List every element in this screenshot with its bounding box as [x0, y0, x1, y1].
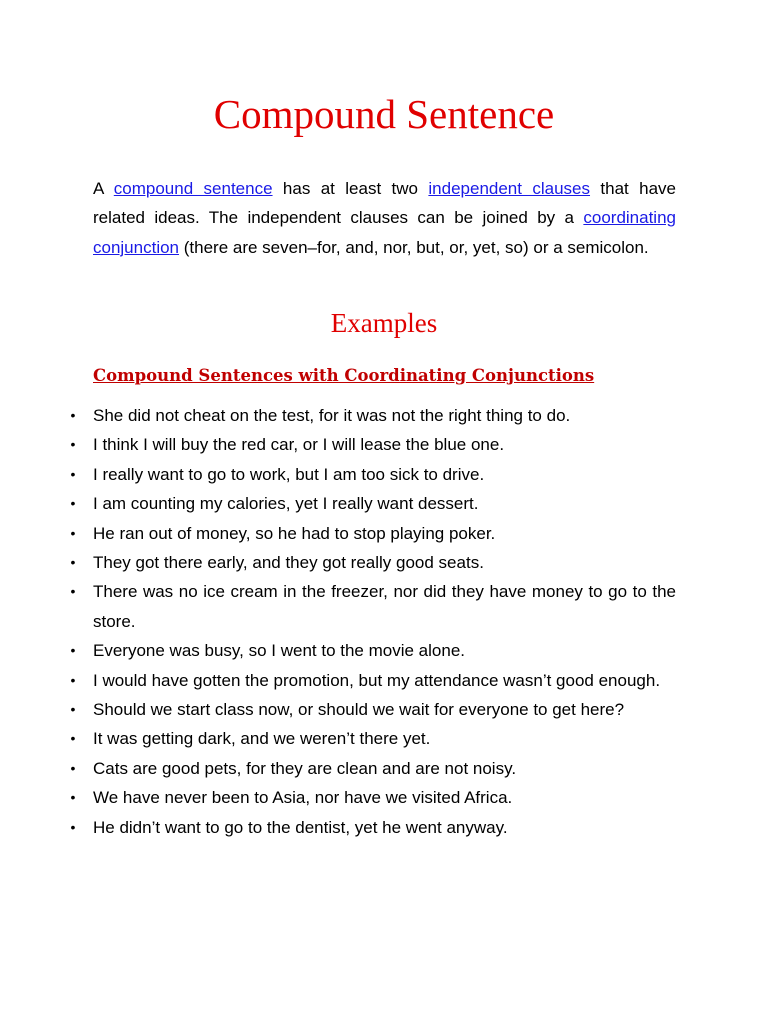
list-item	[70, 636, 676, 665]
example-sentence: They got there early, and they got really good seats.	[93, 553, 484, 573]
example-sentence: He didn’t want to go to the dentist, yet he went anyway.	[93, 817, 508, 837]
list-item	[70, 813, 676, 842]
bullet-icon: •	[70, 671, 76, 688]
example-sentence: We have never been to Asia, nor have we visited Africa.	[93, 788, 513, 808]
example-sentence: It was getting dark, and we weren’t there yet.	[93, 729, 431, 749]
list-item	[70, 695, 676, 724]
page-title: Compound Sentence	[213, 91, 555, 137]
list-item	[70, 724, 676, 753]
list-item	[70, 666, 676, 695]
example-sentence: He ran out of money, so he had to stop playing poker.	[93, 523, 496, 543]
list-item	[70, 489, 676, 518]
examples-list	[70, 401, 676, 842]
example-sentence: There was no ice cream in the freezer, nor did they have money to go to the store.	[93, 582, 676, 631]
example-sentence: I would have gotten the promotion, but my attendance wasn’t good enough.	[93, 670, 661, 690]
bullet-icon: •	[70, 701, 76, 718]
bullet-icon: •	[70, 407, 76, 423]
example-sentence: Everyone was busy, so I went to the movie alone.	[93, 641, 465, 661]
bullet-icon: •	[70, 642, 76, 659]
intro-text: has at least two	[272, 179, 429, 198]
independent-clauses-link[interactable]: independent clauses	[428, 179, 591, 198]
coordinating-conjunction-link[interactable]: coordinating conjunction	[93, 208, 676, 257]
bullet-icon: •	[70, 583, 76, 600]
list-item	[70, 460, 676, 489]
example-sentence: She did not cheat on the test, for it was not the right thing to do.	[93, 406, 571, 425]
examples-heading: Examples	[330, 308, 438, 338]
list-item	[70, 783, 676, 812]
intro-text: that have related ideas. The independent clauses can be joined by a	[93, 179, 676, 228]
example-sentence: Should we start class now, or should we wait for everyone to get here?	[93, 700, 625, 720]
bullet-icon: •	[70, 495, 76, 512]
section-heading: Compound Sentences with Coordinating Conjunctions	[93, 366, 595, 385]
bullet-icon: •	[70, 465, 76, 482]
bullet-icon: •	[70, 759, 76, 776]
bullet-icon: •	[70, 818, 76, 835]
bullet-icon: •	[70, 554, 76, 571]
list-item	[70, 519, 676, 548]
list-item	[70, 548, 676, 577]
list-item	[70, 577, 676, 636]
bullet-icon: •	[70, 524, 76, 541]
bullet-icon: •	[70, 730, 76, 747]
compound-sentence-link[interactable]: compound sentence	[113, 179, 273, 198]
list-item	[70, 401, 676, 430]
bullet-icon: •	[70, 789, 76, 806]
intro-paragraph	[93, 174, 676, 262]
example-sentence: I am counting my calories, yet I really want dessert.	[93, 494, 479, 514]
intro-text: A	[93, 179, 114, 198]
example-sentence: I think I will buy the red car, or I will lease the blue one.	[93, 435, 505, 455]
list-item	[70, 430, 676, 459]
example-sentence: I really want to go to work, but I am too sick to drive.	[93, 464, 485, 484]
list-item	[70, 754, 676, 783]
example-sentence: Cats are good pets, for they are clean and are not noisy.	[93, 758, 517, 778]
bullet-icon: •	[70, 436, 76, 453]
intro-text: (there are seven–for, and, nor, but, or, yet, so) or a semicolon.	[179, 237, 649, 257]
